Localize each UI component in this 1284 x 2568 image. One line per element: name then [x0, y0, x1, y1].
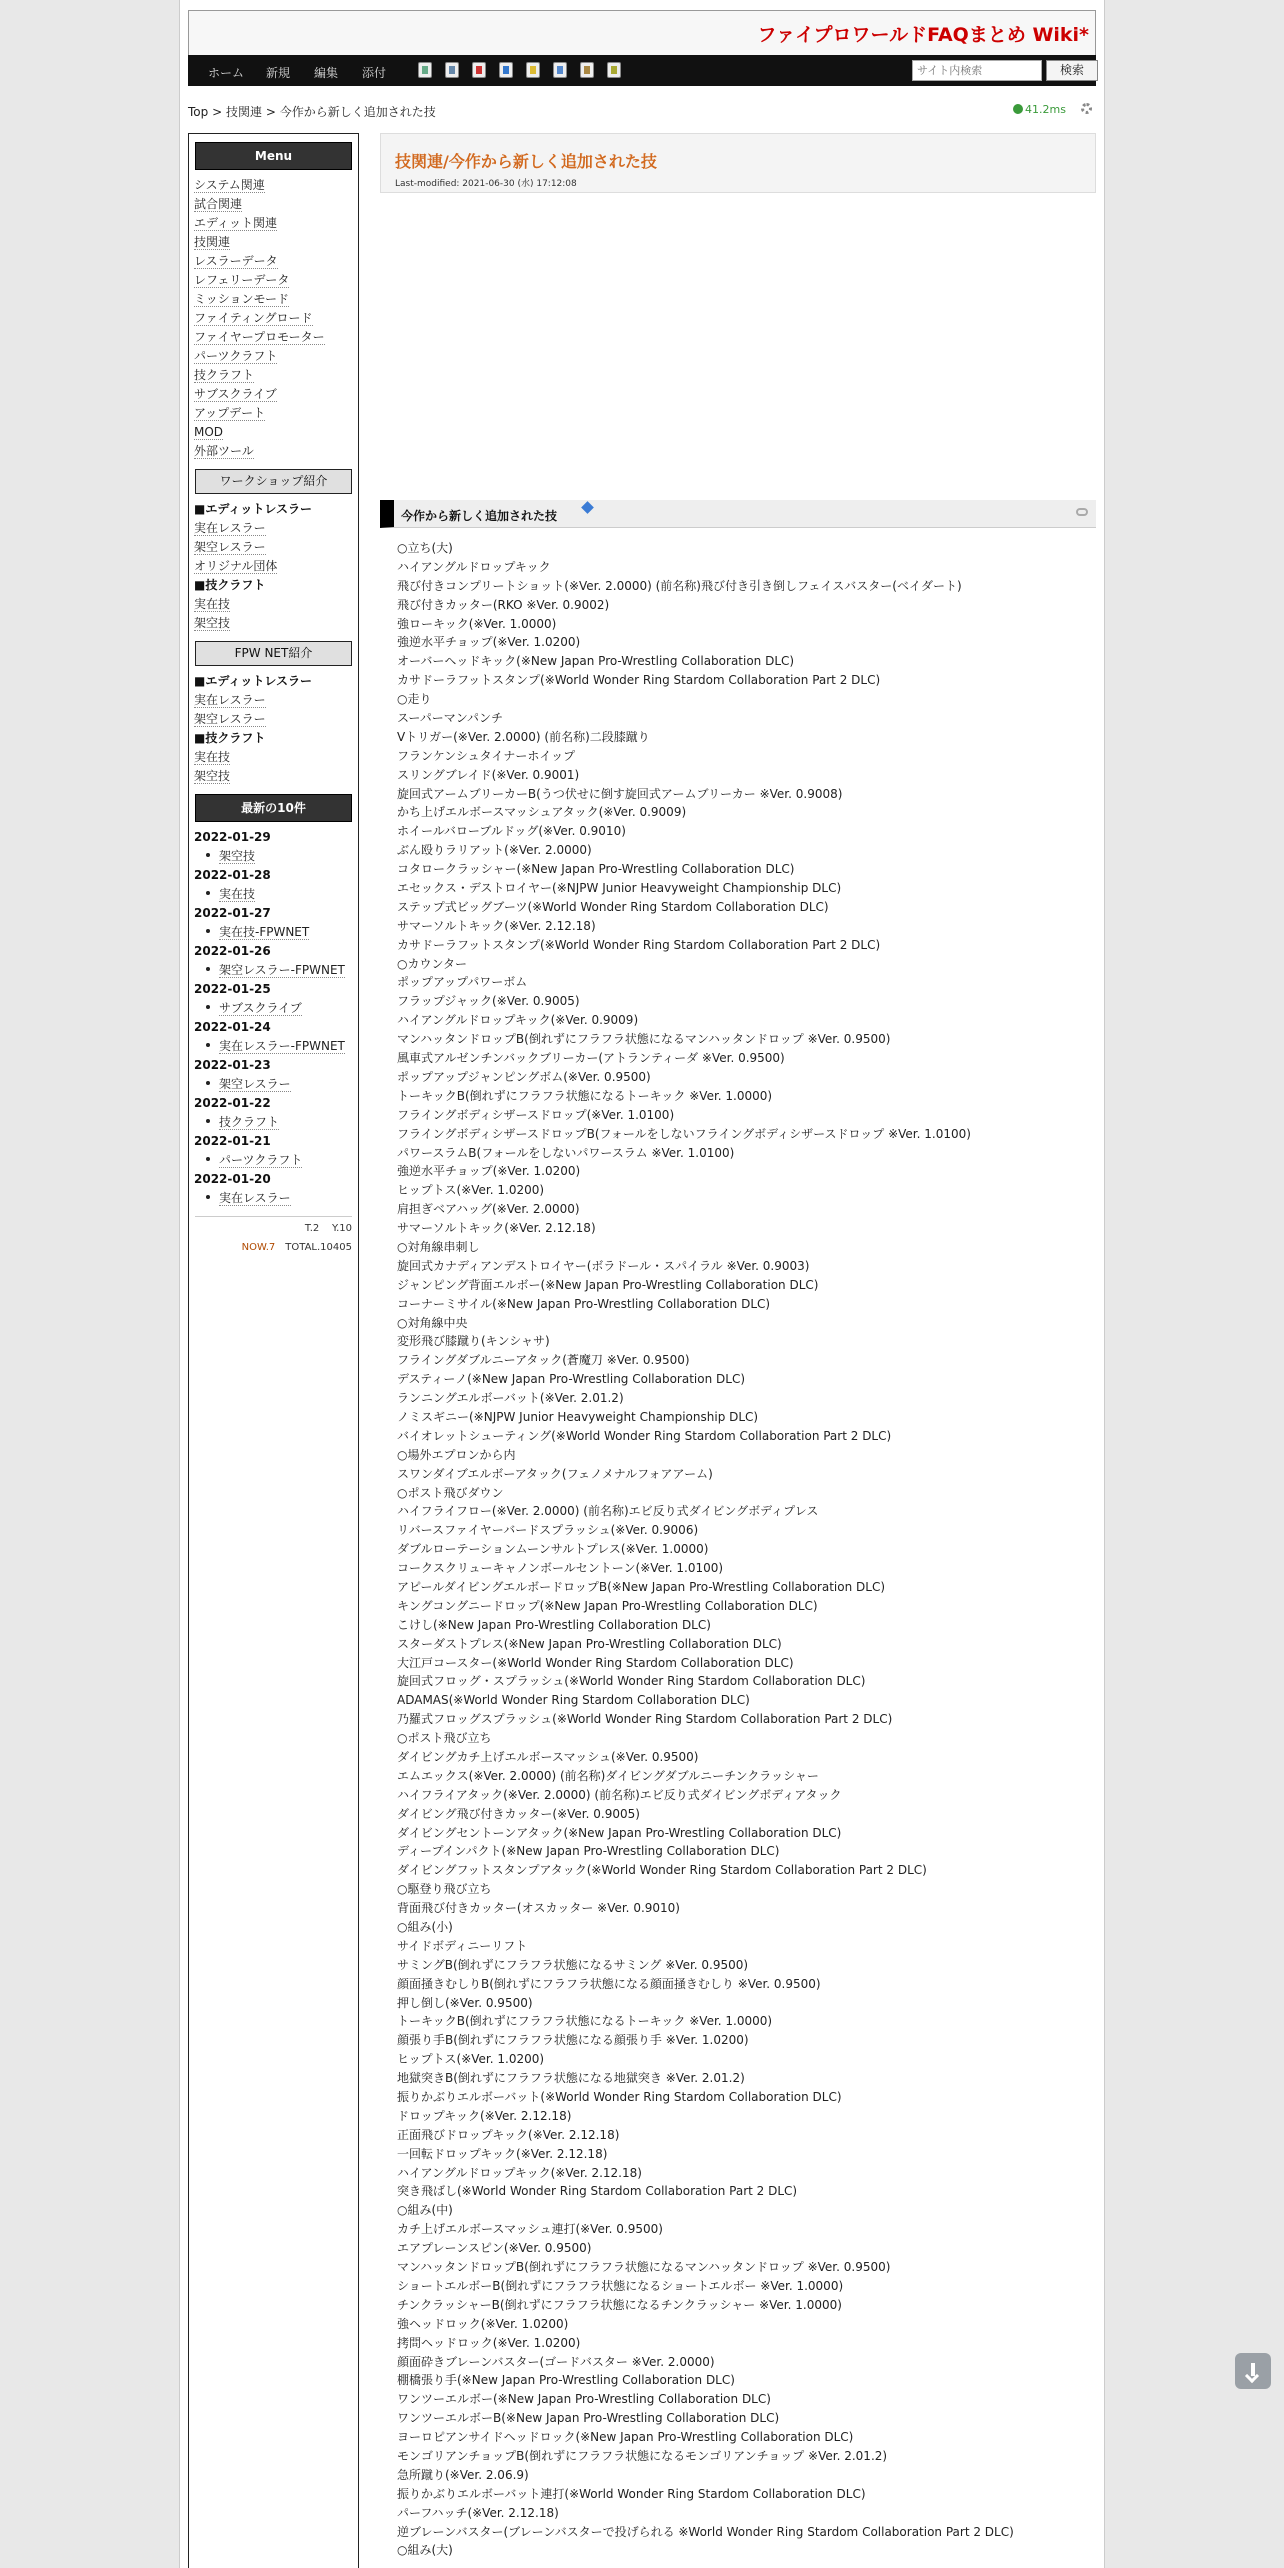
move-list-item: ポップアップジャンピングボム(※Ver. 0.9500): [397, 1069, 651, 1084]
move-list-item: ワンツーエルボー(※New Japan Pro-Wrestling Collaboration DLC): [397, 2392, 771, 2407]
move-list-item: ハイフライフロー(※Ver. 2.0000) (前名称)エビ反り式ダイビングボディプレス: [397, 1504, 819, 1519]
sidebar-menu-label: サブスクライブ: [194, 387, 277, 401]
site-header: [188, 10, 1096, 55]
move-list-item: オーバーヘッドキック(※New Japan Pro-Wrestling Collaboration DLC): [397, 654, 795, 669]
move-list-item: ○対角線中央: [397, 1315, 468, 1330]
section-title: 今作から新しく追加された技: [401, 509, 558, 523]
move-list-item: ○ポスト飛びダウン: [397, 1485, 504, 1500]
sidebar-menu-item[interactable]: [194, 309, 358, 328]
move-list-item: サイドボディニーリフト: [397, 1938, 528, 1953]
recent-item-label: 実在レスラー-FPWNET: [219, 1039, 345, 1053]
fpwnet-list: [189, 672, 358, 786]
recent-date: 2022-01-22: [194, 1096, 271, 1110]
recent-item-label: サブスクライブ: [219, 1001, 302, 1015]
move-list-item: リバースファイヤーバードスプラッシュ(※Ver. 0.9006): [397, 1523, 699, 1538]
main-content: [380, 133, 1096, 2560]
sidebar-menu-label: ファイティングロード: [194, 311, 313, 325]
nav-new[interactable]: 新規: [266, 66, 291, 80]
sidebar-menu-label: ミッションモード: [194, 292, 290, 306]
move-list-item: フライングダブルニーアタック(蒼魔刀 ※Ver. 0.9500): [397, 1353, 690, 1368]
recent-date: 2022-01-20: [194, 1172, 271, 1186]
sidebar-menu-item[interactable]: [194, 214, 358, 233]
move-list-item: 押し倒し(※Ver. 0.9500): [397, 1995, 533, 2010]
sidebar-menu-label: 外部ツール: [194, 444, 254, 458]
move-list-item: カサドーラフットスタンプ(※World Wonder Ring Stardom Collaboration Part 2 DLC): [397, 937, 881, 952]
move-list-item: 顔面砕きブレーンバスター(ゴードバスター ※Ver. 2.0000): [397, 2354, 715, 2369]
move-list-item: ○組み(小): [397, 1920, 453, 1935]
scroll-down-button[interactable]: [1235, 2353, 1271, 2389]
move-list-item: キングコングニードロップ(※New Japan Pro-Wrestling Collaboration DLC): [397, 1598, 818, 1613]
move-list-item: 変形飛び膝蹴り(キンシャサ): [397, 1334, 550, 1349]
move-list-item: ○カウンター: [397, 956, 467, 971]
breadcrumb-current: 今作から新しく追加された技: [279, 105, 436, 119]
move-list-item: アピールダイビングエルボードロップB(※New Japan Pro-Wrestling Collaboration DLC): [397, 1579, 886, 1594]
bullet-icon: [206, 891, 210, 895]
fpwnet-link[interactable]: [194, 710, 358, 729]
move-list-item: 乃羅式フロッグスプラッシュ(※World Wonder Ring Stardom Collaboration Part 2 DLC): [397, 1712, 893, 1727]
recent-item[interactable]: [206, 999, 358, 1018]
recent-item-label: 架空技: [219, 849, 256, 863]
move-list-item: コーナーミサイル(※New Japan Pro-Wrestling Collaboration DLC): [397, 1296, 771, 1311]
sidebar-menu-item[interactable]: [194, 271, 358, 290]
move-list-item: ホイールバローブルドッグ(※Ver. 0.9010): [397, 824, 626, 839]
move-list-item: ハイアングルドロップキック(※Ver. 0.9009): [397, 1013, 639, 1028]
sidebar-menu-item[interactable]: [194, 404, 358, 423]
recent-item-label: 架空レスラー: [219, 1077, 291, 1091]
section-heading: [380, 500, 1096, 528]
move-list-item: 逆ブレーンバスター(ブレーンバスターで投げられる ※World Wonder Ring Stardom Collaboration Part 2 DLC): [397, 2524, 1014, 2539]
move-list-item: カチ上げエルボースマッシュ連打(※Ver. 0.9500): [397, 2222, 663, 2237]
move-list-item: 旋回式フロッグ・スプラッシュ(※World Wonder Ring Stardom Collaboration DLC): [397, 1674, 866, 1689]
move-list-item: ランニングエルボーバット(※Ver. 2.01.2): [397, 1391, 624, 1406]
bullet-icon: [206, 1195, 210, 1199]
bullet-icon: [206, 1119, 210, 1123]
sidebar-menu-label: 試合関連: [194, 197, 243, 211]
recent-date: 2022-01-21: [194, 1134, 271, 1148]
recent-date: 2022-01-28: [194, 868, 271, 882]
recent-item[interactable]: [206, 1037, 358, 1056]
sidebar-menu-item[interactable]: [194, 347, 358, 366]
move-list-item: 強逆水平チョップ(※Ver. 1.0200): [397, 635, 581, 650]
move-list-item: フラップジャック(※Ver. 0.9005): [397, 994, 580, 1009]
sidebar-menu-item[interactable]: [194, 176, 358, 195]
move-list-item: ヒップトス(※Ver. 1.0200): [397, 2052, 545, 2067]
move-list-item: コークスクリューキャノンボールセントーン(※Ver. 1.0100): [397, 1561, 724, 1576]
recent-item[interactable]: [206, 885, 358, 904]
move-list-item: ヒップトス(※Ver. 1.0200): [397, 1183, 545, 1198]
recent-item[interactable]: [206, 1113, 358, 1132]
ad-space: [380, 193, 1096, 500]
fpwnet-label: 架空レスラー: [194, 712, 266, 726]
move-list-item: カサドーラフットスタンプ(※World Wonder Ring Stardom Collaboration Part 2 DLC): [397, 673, 881, 688]
move-list-item: ○走り: [397, 692, 432, 707]
move-list-item: ステップ式ビッグブーツ(※World Wonder Ring Stardom Collaboration DLC): [397, 899, 829, 914]
page-container: [179, 0, 1105, 2568]
lock-icon[interactable]: [526, 62, 540, 78]
bullet-icon: [206, 1081, 210, 1085]
breadcrumb: [188, 103, 436, 120]
workshop-link[interactable]: [194, 595, 358, 614]
move-list-item: 振りかぶりエルボーバット(※World Wonder Ring Stardom Collaboration DLC): [397, 2090, 842, 2105]
move-list-item: スーパーマンパンチ: [397, 711, 503, 726]
recent-item[interactable]: [206, 1189, 358, 1208]
render-time-value: 41.2ms: [1025, 103, 1066, 116]
move-list-item: ○ポスト飛び立ち: [397, 1731, 492, 1746]
bullet-icon: [206, 1043, 210, 1047]
recent-date: 2022-01-27: [194, 906, 271, 920]
move-list-item: パワースラムB(フォールをしないパワースラム ※Ver. 1.0100): [397, 1145, 735, 1160]
page-icon[interactable]: [418, 62, 432, 78]
move-list-item: 拷問ヘッドロック(※Ver. 1.0200): [397, 2335, 581, 2350]
link-icon[interactable]: [1076, 508, 1088, 516]
menu-list: [189, 176, 358, 461]
sidebar: [188, 133, 359, 2568]
doc-icon[interactable]: [499, 62, 513, 78]
move-list-item: トーキックB(倒れずにフラフラ状態になるトーキック ※Ver. 1.0000): [397, 2014, 773, 2029]
recent-item[interactable]: [206, 847, 358, 866]
move-list-item: マンハッタンドロップB(倒れずにフラフラ状態になるマンハッタンドロップ ※Ver. 0.9500): [397, 1032, 891, 1047]
workshop-label: 実在技: [194, 597, 231, 611]
sidebar-menu-label: 技クラフト: [194, 368, 255, 382]
sidebar-menu-item[interactable]: [194, 233, 358, 252]
nav-attach[interactable]: 添付: [362, 66, 387, 80]
move-list-item: ○場外エプロンから内: [397, 1447, 516, 1462]
move-list-item: ○立ち(大): [397, 541, 453, 555]
sidebar-menu-item[interactable]: [194, 385, 358, 404]
move-list-item: 強ヘッドロック(※Ver. 1.0200): [397, 2316, 569, 2331]
fpwnet-link[interactable]: [194, 767, 358, 786]
fpwnet-heading: ■エディットレスラー: [194, 674, 313, 688]
sidebar-menu-item[interactable]: [194, 252, 358, 271]
move-list-item: ポップアップパワーボム: [397, 975, 528, 990]
move-list-item: ディープインパクト(※New Japan Pro-Wrestling Collaboration DLC): [397, 1844, 780, 1859]
bullet-icon: [206, 929, 210, 933]
sidebar-menu-label: システム関連: [194, 178, 265, 192]
recent-date: 2022-01-29: [194, 830, 271, 844]
sidebar-menu-label: レスラーデータ: [194, 254, 278, 268]
move-list-item: スリングブレイド(※Ver. 0.9001): [397, 767, 580, 782]
sidebar-menu-label: レフェリーデータ: [194, 273, 290, 287]
sidebar-menu-label: エディット関連: [194, 216, 278, 230]
fpwnet-link[interactable]: [194, 691, 358, 710]
move-list-item: サマーソルトキック(※Ver. 2.12.18): [397, 1221, 596, 1236]
move-list-item: サミングB(倒れずにフラフラ状態になるサミング ※Ver. 0.9500): [397, 1957, 749, 1972]
nav-home[interactable]: ホーム: [208, 66, 245, 80]
move-list-item: ジャンピング背面エルボー(※New Japan Pro-Wrestling Collaboration DLC): [397, 1277, 819, 1292]
move-list-item: ハイアングルドロップキック(※Ver. 2.12.18): [397, 2165, 642, 2180]
recent-item[interactable]: [206, 961, 358, 980]
sidebar-menu-label: 技関連: [194, 235, 231, 249]
move-list-item: ADAMAS(※World Wonder Ring Stardom Collaboration DLC): [397, 1693, 750, 1708]
sidebar-menu-item[interactable]: [194, 442, 358, 461]
move-list-item: 振りかぶりエルボーバット連打(※World Wonder Ring Stardom Collaboration DLC): [397, 2486, 866, 2501]
move-list-item: スターダストプレス(※New Japan Pro-Wrestling Collaboration DLC): [397, 1636, 782, 1651]
move-list-item: エセックス・デストロイヤー(※NJPW Junior Heavyweight Championship DLC): [397, 881, 842, 896]
recent-item[interactable]: [206, 1075, 358, 1094]
move-list-item: 正面飛びドロップキック(※Ver. 2.12.18): [397, 2127, 620, 2142]
bullet-icon: [206, 853, 210, 857]
workshop-link[interactable]: [194, 557, 358, 576]
move-list-item: 突き飛ばし(※World Wonder Ring Stardom Collaboration Part 2 DLC): [397, 2184, 798, 2199]
move-list-item: 顔張り手B(倒れずにフラフラ状態になる顔張り手 ※Ver. 1.0200): [397, 2033, 749, 2048]
move-list-item: サマーソルトキック(※Ver. 2.12.18): [397, 918, 596, 933]
workshop-link[interactable]: [194, 538, 358, 557]
fpwnet-title[interactable]: FPW NET紹介: [195, 641, 352, 666]
move-list-item: 大江戸コースター(※World Wonder Ring Stardom Collaboration DLC): [397, 1655, 794, 1670]
workshop-label: 架空技: [194, 616, 231, 630]
move-list-item: 飛び付きコンプリートショット(※Ver. 2.0000) (前名称)飛び付き引き倒しフェイスバスター(ベイダート): [397, 578, 962, 593]
counter-now: NOW.7: [241, 1242, 276, 1253]
sidebar-menu-label: MOD: [194, 425, 224, 439]
move-list-item: ○組み(中): [397, 2203, 453, 2218]
list-icon[interactable]: [445, 62, 459, 78]
move-list-item: ダイビングセントーンアタック(※New Japan Pro-Wrestling Collaboration DLC): [397, 1825, 842, 1840]
move-list-item: ハイアングルドロップキック: [397, 559, 551, 574]
workshop-link[interactable]: [194, 614, 358, 633]
recent-item-label: 技クラフト: [219, 1115, 280, 1129]
move-list-item: 棚橋張り手(※New Japan Pro-Wrestling Collaboration DLC): [397, 2373, 735, 2388]
move-list-item: フランケンシュタイナーホイップ: [397, 748, 576, 763]
move-list-item: かち上げエルボースマッシュアタック(※Ver. 0.9009): [397, 805, 687, 820]
search-button[interactable]: 検索: [1046, 60, 1098, 81]
page-title-box: [380, 133, 1096, 193]
recent-title: 最新の10件: [195, 794, 352, 822]
pencil-icon[interactable]: [581, 501, 594, 514]
site-title[interactable]: ファイプロワールドFAQまとめ Wiki*: [757, 24, 1089, 46]
move-list-item: ダイビング飛び付きカッター(※Ver. 0.9005): [397, 1806, 640, 1821]
move-list-item: バイオレットシューティング(※World Wonder Ring Stardom Collaboration Part 2 DLC): [397, 1428, 892, 1443]
move-list-item: ダブルローテーションムーンサルトプレス(※Ver. 1.0000): [397, 1542, 709, 1557]
move-list-item: フライングボディシザースドロップ(※Ver. 1.0100): [397, 1107, 675, 1122]
move-list-item: パーフハッチ(※Ver. 2.12.18): [397, 2505, 559, 2520]
move-list-item: ○対角線串刺し: [397, 1239, 480, 1254]
page-title[interactable]: 技関連/今作から新しく追加された技: [395, 152, 657, 171]
history-icon[interactable]: [580, 62, 594, 78]
move-list-item: チンクラッシャーB(倒れずにフラフラ状態になるチンクラッシャー ※Ver. 1.0000): [397, 2297, 842, 2312]
fpwnet-link[interactable]: [194, 748, 358, 767]
workshop-heading: ■技クラフト: [194, 578, 266, 592]
move-list-item: 肩担ぎベアハッグ(※Ver. 2.0000): [397, 1202, 580, 1217]
move-list-item: こけし(※New Japan Pro-Wrestling Collaboration DLC): [397, 1617, 711, 1632]
move-list-item: ドロップキック(※Ver. 2.12.18): [397, 2108, 572, 2123]
sidebar-menu-label: パーツクラフト: [194, 349, 278, 363]
recent-item-label: 架空レスラー-FPWNET: [219, 963, 345, 977]
copy-icon[interactable]: [553, 62, 567, 78]
move-list-item: エムエックス(※Ver. 2.0000) (前名称)ダイビングダブルニーチンクラッシャー: [397, 1768, 819, 1783]
move-list-item: ノミスギニー(※NJPW Junior Heavyweight Championship DLC): [397, 1409, 759, 1424]
workshop-link[interactable]: [194, 519, 358, 538]
recent-item-label: 実在レスラー: [219, 1191, 291, 1205]
sidebar-menu-item[interactable]: [194, 195, 358, 214]
move-list-item: 一回転ドロップキック(※Ver. 2.12.18): [397, 2146, 608, 2161]
sidebar-menu-label: ファイヤープロモーター: [194, 330, 325, 344]
move-list-item: 旋回式カナディアンデストロイヤー(ボラドール・スパイラル ※Ver. 0.9003): [397, 1258, 810, 1273]
sidebar-menu-item[interactable]: [194, 328, 358, 347]
breadcrumb-parent[interactable]: 技関連: [225, 105, 262, 119]
sidebar-menu-item[interactable]: [194, 423, 358, 442]
recent-item[interactable]: [206, 1151, 358, 1170]
move-list-item: 地獄突きB(倒れずにフラフラ状態になる地獄突き ※Ver. 2.01.2): [397, 2071, 745, 2086]
move-list-item: 背面飛び付きカッター(オスカッター ※Ver. 0.9010): [397, 1901, 680, 1916]
workshop-label: 実在レスラー: [194, 521, 266, 535]
move-list-item: ショートエルボーB(倒れずにフラフラ状態になるショートエルボー ※Ver. 1.0000): [397, 2278, 844, 2293]
move-list-item: ○駆登り飛び立ち: [397, 1882, 492, 1897]
move-list-item: Vトリガー(※Ver. 2.0000) (前名称)二段膝蹴り: [397, 729, 650, 744]
recent-item[interactable]: [206, 923, 358, 942]
workshop-label: 架空レスラー: [194, 540, 266, 554]
workshop-heading: ■エディットレスラー: [194, 502, 313, 516]
last-modified: Last-modified: 2021-06-30 (水) 17:12:08: [395, 179, 577, 189]
counter-yesterday: Y.10: [332, 1223, 352, 1234]
recent-list: [189, 828, 358, 1208]
access-counter: [195, 1216, 352, 1256]
move-list-item: 風車式アルゼンチンバックブリーカー(アトランティーダ ※Ver. 0.9500): [397, 1051, 785, 1066]
workshop-list: [189, 500, 358, 633]
move-list-item: 旋回式アームブリーカーB(うつ伏せに倒す旋回式アームブリーカー ※Ver. 0.9008): [397, 786, 843, 801]
move-list-item: デスティーノ(※New Japan Pro-Wrestling Collaboration DLC): [397, 1372, 746, 1387]
bullet-icon: [206, 1005, 210, 1009]
render-time: [1013, 103, 1066, 116]
menu-title: Menu: [195, 142, 352, 170]
bullet-icon: [206, 1157, 210, 1161]
toolbar: [188, 55, 1096, 86]
workshop-title[interactable]: ワークショップ紹介: [195, 469, 352, 494]
move-list-item: ○組み(大): [397, 2543, 453, 2558]
counter-today: T.2: [304, 1223, 320, 1234]
move-list-item: 強ローキック(※Ver. 1.0000): [397, 616, 557, 631]
workshop-label: オリジナル団体: [194, 559, 278, 573]
sidebar-menu-label: アップデート: [194, 406, 266, 420]
backup-icon[interactable]: [607, 62, 621, 78]
arrow-head: [1245, 2369, 1259, 2383]
move-list-item: ヨーロピアンサイドヘッドロック(※New Japan Pro-Wrestling Collaboration DLC): [397, 2430, 854, 2445]
fpwnet-heading: ■技クラフト: [194, 731, 266, 745]
move-list-item: 強逆水平チョップ(※Ver. 1.0200): [397, 1164, 581, 1179]
recent-item-label: 実在技-FPWNET: [219, 925, 310, 939]
recent-item-label: 実在技: [219, 887, 256, 901]
fpwnet-label: 実在レスラー: [194, 693, 266, 707]
move-list-item: ワンツーエルボーB(※New Japan Pro-Wrestling Collaboration DLC): [397, 2411, 780, 2426]
breadcrumb-top[interactable]: Top: [188, 105, 209, 119]
nav-edit[interactable]: 編集: [314, 66, 339, 80]
move-list-item: 顔面掻きむしりB(倒れずにフラフラ状態になる顔面掻きむしり ※Ver. 0.9500): [397, 1976, 821, 1991]
recent-item-label: パーツクラフト: [219, 1153, 303, 1167]
counter-total: TOTAL.10405: [285, 1242, 352, 1253]
move-list-item: 飛び付きカッター(RKO ※Ver. 0.9002): [397, 597, 610, 612]
move-list-item: コタロークラッシャー(※New Japan Pro-Wrestling Collaboration DLC): [397, 862, 795, 877]
move-list-item: ハイフライアタック(※Ver. 2.0000) (前名称)エビ反り式ダイビングボディアタック: [397, 1787, 842, 1802]
recent-date: 2022-01-26: [194, 944, 271, 958]
moves-list: [397, 539, 1096, 2560]
fpwnet-label: 架空技: [194, 769, 231, 783]
move-list-item: ダイビングカチ上げエルボースマッシュ(※Ver. 0.9500): [397, 1750, 699, 1764]
recent-date: 2022-01-23: [194, 1058, 271, 1072]
move-list-item: マンハッタンドロップB(倒れずにフラフラ状態になるマンハッタンドロップ ※Ver. 0.9500): [397, 2260, 891, 2275]
move-list-item: 急所蹴り(※Ver. 2.06.9): [397, 2467, 529, 2482]
move-list-item: スワンダイブエルボーアタック(フェノメナルフォアアーム): [397, 1466, 713, 1481]
breadcrumb-separator: >: [212, 105, 223, 119]
sidebar-menu-item[interactable]: [194, 366, 358, 385]
clock-icon: [1013, 104, 1023, 114]
sidebar-menu-item[interactable]: [194, 290, 358, 309]
gear-icon[interactable]: [1081, 103, 1092, 114]
move-list-item: エアプレーンスピン(※Ver. 0.9500): [397, 2241, 592, 2256]
move-list-item: トーキックB(倒れずにフラフラ状態になるトーキック ※Ver. 1.0000): [397, 1088, 773, 1103]
move-list-item: フライングボディシザースドロップB(フォールをしないフライングボディシザースドロップ ※Ver. 1.0100): [397, 1126, 971, 1141]
recent-date: 2022-01-25: [194, 982, 271, 996]
breadcrumb-separator: >: [265, 105, 276, 119]
move-list-item: ダイビングフットスタンプアタック(※World Wonder Ring Stardom Collaboration Part 2 DLC): [397, 1863, 927, 1878]
fpwnet-label: 実在技: [194, 750, 231, 764]
search-input[interactable]: [912, 60, 1042, 81]
recent-date: 2022-01-24: [194, 1020, 271, 1034]
move-list-item: ぶん殴りラリアット(※Ver. 2.0000): [397, 843, 592, 858]
bullet-icon: [206, 967, 210, 971]
pdf-icon[interactable]: [472, 62, 486, 78]
move-list-item: モンゴリアンチョップB(倒れずにフラフラ状態になるモンゴリアンチョップ ※Ver. 2.01.2): [397, 2448, 888, 2463]
